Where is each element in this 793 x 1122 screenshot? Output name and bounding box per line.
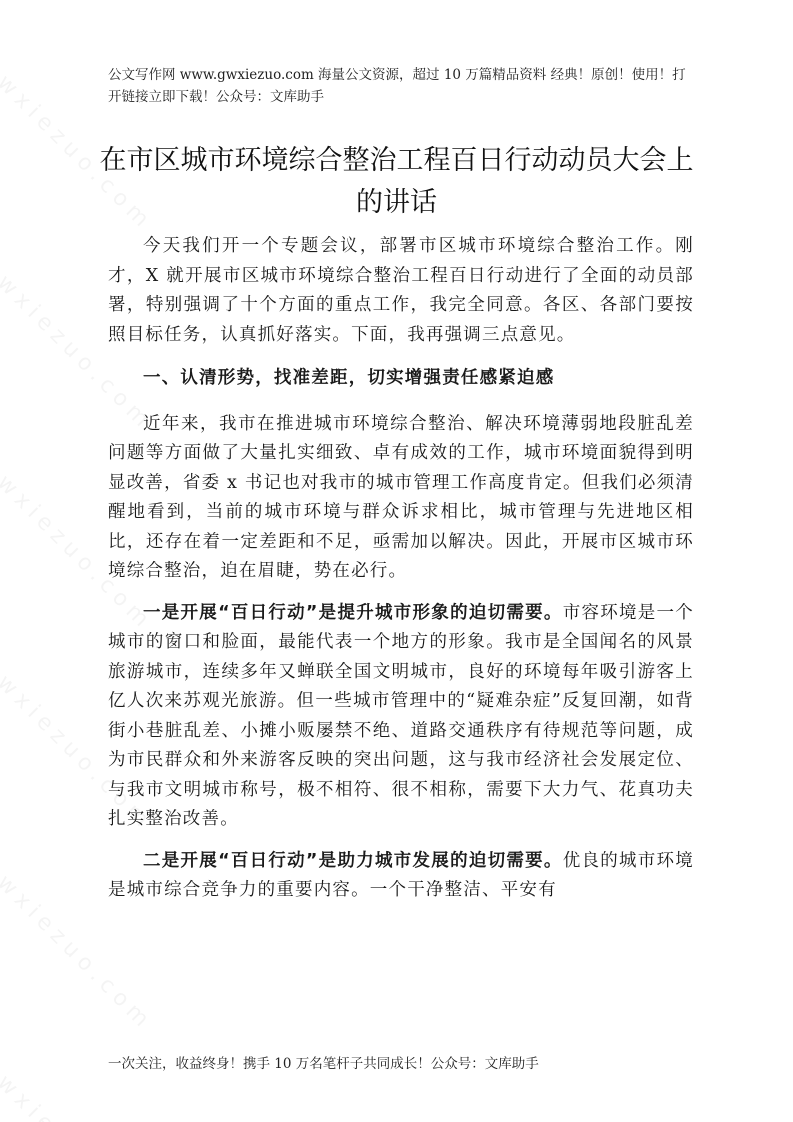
header-note: 公文写作网 www.gwxiezuo.com 海量公文资源，超过 10 万篇精品资料 经典！原创！使用！打开链接立即下载！公众号：文库助手 bbox=[108, 67, 686, 105]
paragraph-situation: 近年来，我市在推进城市环境综合整治、解决环境薄弱地段脏乱差问题等方面做了大量扎实细致、卓有成效的工作，城市环境面貌得到明显改善，省委 x 书记也对我市的城市管理工作高度肯定。但我们必须清醒地看到，当前的城市环境与群众诉求相比，城市管理与先进地区相比，还存在着一定差距和不足，亟需加以解决。因此，开展市区城市环境综合整治，迫在眉睫，势在必行。 bbox=[108, 413, 694, 581]
watermark-text bbox=[0, 945, 669, 1122]
paragraph-intro: 今天我们开一个专题会议，部署市区城市环境综合整治工作。刚才，X 就开展市区城市环境综合整治工程百日行动进行了全面的动员部署，特别强调了十个方面的重点工作，我完全同意。各区、各部门要按照目标任务，认真抓好落实。下面，我再强调三点意见。 bbox=[108, 236, 694, 345]
paragraph-point-2 bbox=[108, 847, 694, 906]
document-body bbox=[108, 232, 694, 918]
point-1-lead: 一是开展“百日行动”是提升城市形象的迫切需要。 bbox=[143, 602, 563, 623]
point-2-lead: 二是开展“百日行动”是助力城市发展的迫切需要。 bbox=[143, 850, 563, 871]
point-1-text: 市容环境是一个城市的窗口和脸面，最能代表一个地方的形象。我市是全国闻名的风景旅游城市，连续多年又蝉联全国文明城市，良好的环境每年吸引游客上亿人次来苏观光旅游。但一些城市管理中的“疑难杂症”反复回潮，如背街小巷脏乱差、小摊小贩屡禁不绝、道路交通秩序有待规范等问题，成为市民群众和外来游客反映的突出问题，这与我市经济社会发展定位、与我市文明城市称号，极不相符、很不相称，需要下大力气、花真功夫扎实整治改善。 bbox=[108, 602, 694, 829]
section-heading-1: 一、认清形势，找准差距，切实增强责任感紧迫感 bbox=[143, 368, 555, 388]
footer-note: 一次关注，收益终身！携手 10 万名笔杆子共同成长！公众号：文库助手 bbox=[108, 1056, 539, 1072]
point-2-text: 优良的城市环境是城市综合竞争力的重要内容。一个干净整洁、平安有 bbox=[108, 850, 694, 900]
paragraph-point-1 bbox=[108, 599, 694, 835]
document-title: 在市区城市环境综合整治工程百日行动动员大会上的讲话 bbox=[99, 145, 694, 218]
